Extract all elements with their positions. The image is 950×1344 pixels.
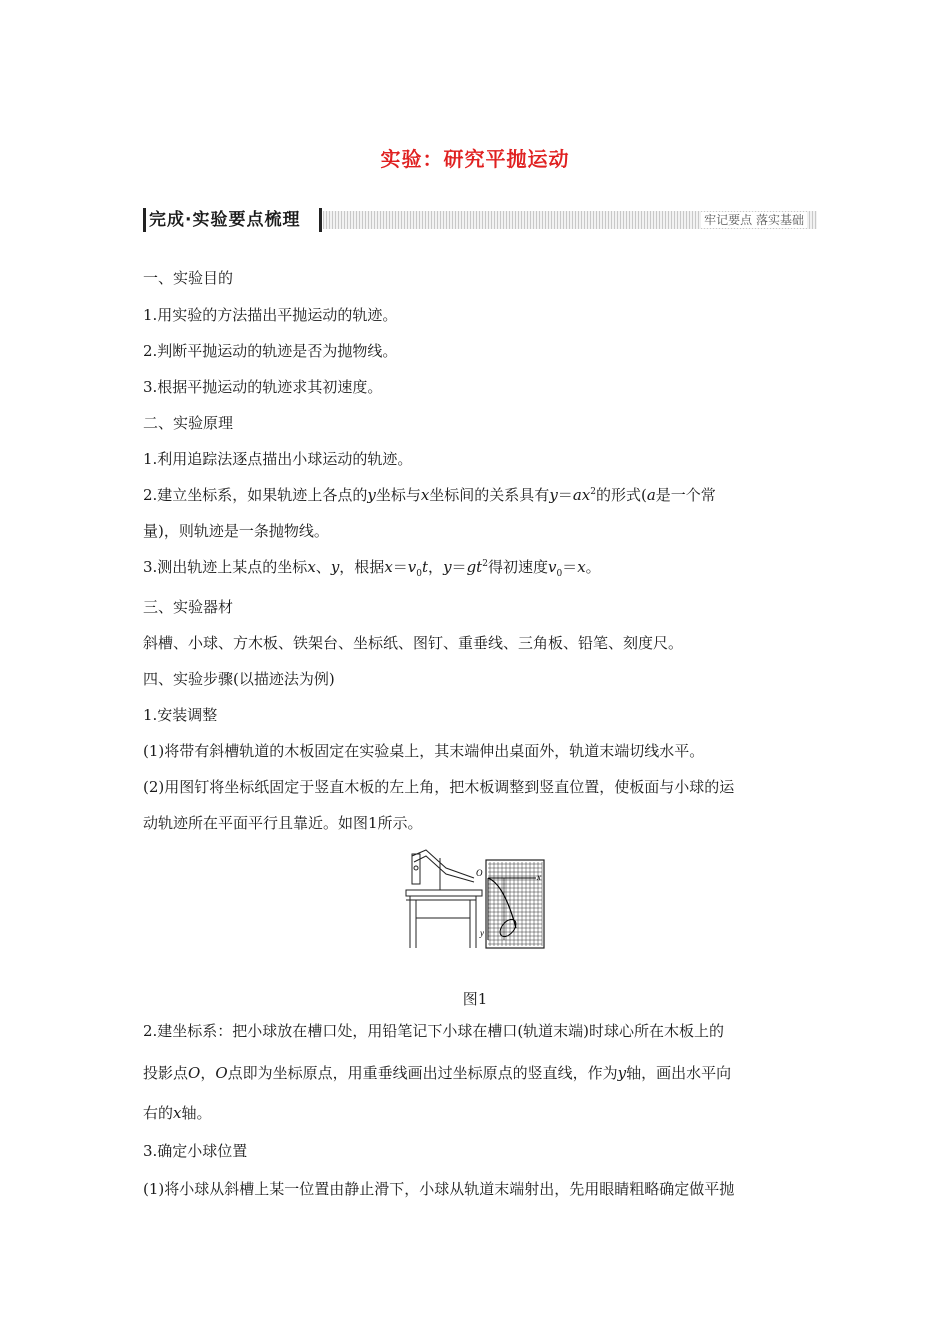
banner-title: 完成·实验要点梳理 [149, 206, 304, 234]
exponent: 2 [590, 487, 596, 497]
text: 右的 [143, 1104, 174, 1122]
var-g: g [466, 558, 477, 576]
text: ＝ [557, 486, 573, 504]
text: ＝ [451, 558, 467, 576]
coordinate-board [486, 860, 544, 948]
text: 是一个常 [655, 486, 716, 504]
text: ＝ [562, 558, 578, 576]
fig-label-y: y [480, 928, 484, 938]
text: ， [200, 1064, 216, 1082]
text: ，根据 [339, 558, 385, 576]
subscript: 0 [416, 569, 423, 579]
text: 轴。 [181, 1104, 212, 1122]
var-y: y [617, 1064, 627, 1082]
var-x: x [384, 558, 393, 576]
principle-item-2-line-2: 量)，则轨迹是一条抛物线。 [143, 522, 329, 540]
goal-item-2: 2.判断平抛运动的轨迹是否为抛物线。 [143, 342, 398, 360]
text: 坐标间的关系具有 [429, 486, 550, 504]
section-heading-4: 四、实验步骤(以描迹法为例) [143, 670, 335, 688]
step-2-line-1: 2.建坐标系：把小球放在槽口处，用铅笔记下小球在槽口(轨道末端)时球心所在木板上的 [143, 1022, 725, 1040]
goal-item-3: 3.根据平抛运动的轨迹求其初速度。 [143, 378, 383, 396]
text: 、 [315, 558, 331, 576]
banner-bar-left [143, 208, 146, 232]
principle-item-2-line-1 [143, 485, 716, 505]
principle-item-1: 1.利用追踪法逐点描出小球运动的轨迹。 [143, 450, 413, 468]
var-a: a [572, 486, 582, 504]
text: 轴，画出水平向 [626, 1064, 732, 1082]
var-x: x [420, 486, 430, 504]
var-x: x [307, 558, 316, 576]
exponent: 2 [482, 559, 488, 569]
step-3-heading: 3.确定小球位置 [143, 1142, 248, 1160]
equipment-list: 斜槽、小球、方木板、铁架台、坐标纸、图钉、重垂线、三角板、铅笔、刻度尺。 [143, 634, 684, 652]
ball-start [414, 866, 418, 870]
text: 得初速度 [487, 558, 548, 576]
text: 2.建立坐标系，如果轨迹上各点的 [143, 486, 368, 504]
var-o: O [188, 1064, 201, 1082]
var-y: y [367, 486, 376, 504]
text: ， [428, 558, 444, 576]
text: 坐标与 [375, 486, 421, 504]
chute-support [412, 854, 420, 884]
var-t: t [476, 558, 483, 576]
step-1a: (1)将带有斜槽轨道的木板固定在实验桌上，其末端伸出桌面外，轨道末端切线水平。 [143, 742, 705, 760]
var-x: x [577, 558, 586, 576]
section-heading-2: 二、实验原理 [143, 414, 234, 432]
section-banner [143, 206, 817, 234]
var-v: v [407, 558, 417, 576]
text: 3.测出轨迹上某点的坐标 [143, 558, 308, 576]
page-title: 实验：研究平抛运动 [380, 147, 570, 171]
banner-subtitle: 牢记要点 落实基础 [701, 212, 807, 228]
goal-item-1: 1.用实验的方法描出平抛运动的轨迹。 [143, 306, 398, 324]
step-2-line-2 [143, 1063, 731, 1083]
fig-label-origin: O [476, 868, 483, 878]
figure-caption: 图1 [462, 990, 488, 1008]
var-x: x [581, 486, 591, 504]
table-top [406, 890, 482, 896]
fig-label-x: x [537, 872, 541, 882]
var-y: y [443, 558, 452, 576]
var-o: O [215, 1064, 228, 1082]
subscript: 0 [556, 569, 563, 579]
var-v: v [547, 558, 557, 576]
var-y: y [330, 558, 340, 576]
text: 的形式( [595, 486, 647, 504]
banner-bar-right [319, 208, 322, 232]
section-heading-3: 三、实验器材 [143, 598, 234, 616]
var-y: y [549, 486, 558, 504]
step-1b-line-2: 动轨迹所在平面平行且靠近。如图1所示。 [143, 814, 423, 832]
apparatus-figure [404, 848, 550, 950]
text: 点即为坐标原点，用重垂线画出过坐标原点的竖直线，作为 [227, 1064, 618, 1082]
text: 投影点 [143, 1064, 189, 1082]
step-3a: (1)将小球从斜槽上某一位置由静止滑下，小球从轨道末端射出，先用眼睛粗略确定做平抛 [143, 1180, 735, 1198]
chute-bottom [414, 856, 474, 882]
text: ＝ [392, 558, 408, 576]
section-heading-1: 一、实验目的 [143, 269, 234, 287]
var-x: x [173, 1104, 182, 1122]
step-2-line-3 [143, 1103, 212, 1123]
var-a: a [646, 486, 656, 504]
principle-item-3 [143, 557, 601, 577]
chute-top [412, 850, 474, 878]
step-1-heading: 1.安装调整 [143, 706, 218, 724]
step-1b-line-1: (2)用图钉将坐标纸固定于竖直木板的左上角，把木板调整到竖直位置，使板面与小球的运 [143, 778, 735, 796]
text: 。 [585, 558, 601, 576]
var-t: t [422, 558, 429, 576]
